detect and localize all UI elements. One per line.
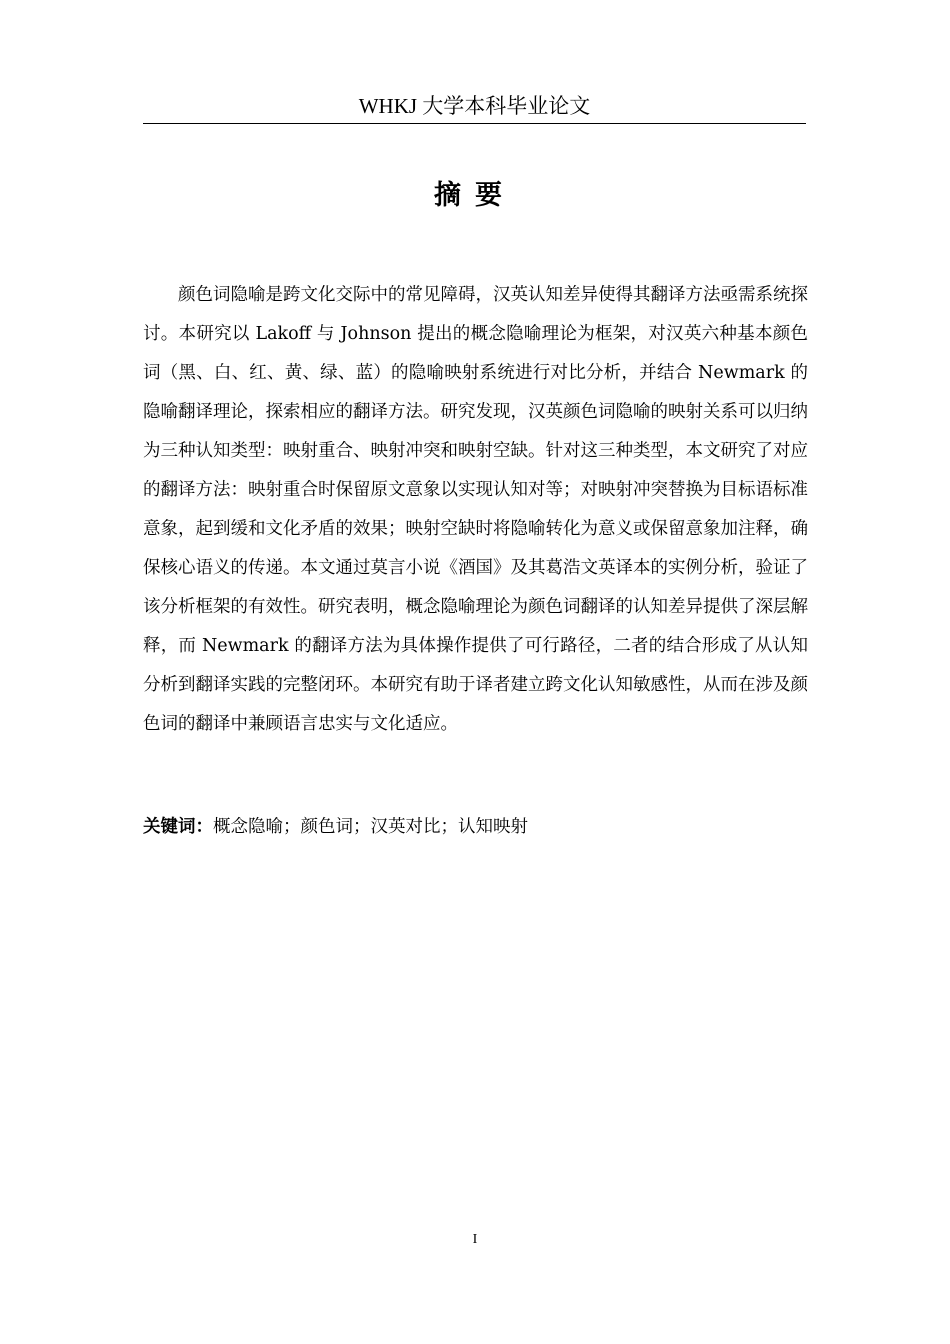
abstract-body: 颜色词隐喻是跨文化交际中的常见障碍，汉英认知差异使得其翻译方法亟需系统探讨。本研究以 Lakoff 与 Johnson 提出的概念隐喻理论为框架，对汉英六种基本颜色词（黑、白、红、黄、绿、蓝）的隐喻映射系统进行对比分析，并结合 Newmark 的隐喻翻译理论，探索相应的翻译方法。研究发现，汉英颜色词隐喻的映射关系可以归纳为三种认知类型：映射重合、映射冲突和映射空缺。针对这三种类型，本文研究了对应的翻译方法：映射重合时保留原文意象以实现认知对等；对映射冲突替换为目标语标准意象，起到缓和文化矛盾的效果；映射空缺时将隐喻转化为意义或保留意象加注释，确保核心语义的传递。本文通过莫言小说《酒国》及其葛浩文英译本的实例分析，验证了该分析框架的有效性。研究表明，概念隐喻理论为颜色词翻译的认知差异提供了深层解释，而 Newmark 的翻译方法为具体操作提供了可行路径，二者的结合形成了从认知分析到翻译实践的完整闭环。本研究有助于译者建立跨文化认知敏感性，从而在涉及颜色词的翻译中兼顾语言忠实与文化适应。 — [143, 285, 808, 734]
page-number: I — [472, 1232, 478, 1247]
abstract-title: 摘要 — [434, 180, 516, 211]
keywords-text: 概念隐喻；颜色词；汉英对比；认知映射 — [213, 817, 528, 837]
keywords-label: 关键词： — [143, 817, 213, 837]
page-header — [143, 90, 806, 124]
header-title: WHKJ 大学本科毕业论文 — [358, 94, 591, 118]
keywords — [143, 812, 808, 842]
